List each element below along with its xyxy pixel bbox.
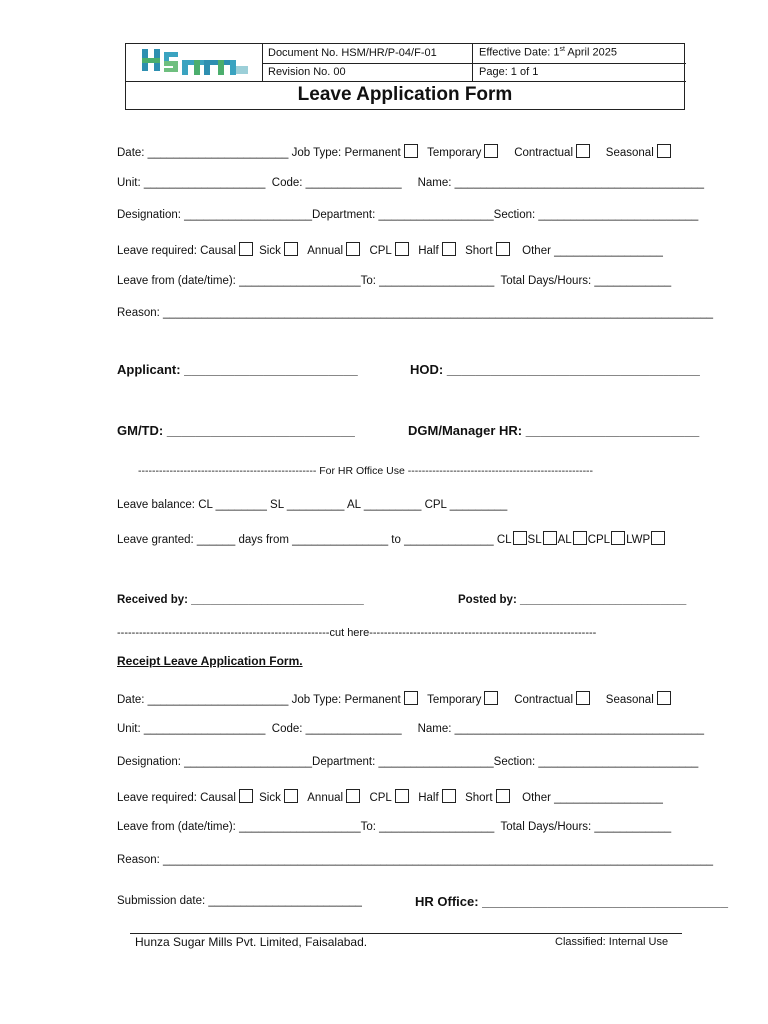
short-label: Short [465,245,493,257]
half-label: Half [418,245,439,257]
receipt-other-field[interactable]: Other _________________ [522,792,663,804]
granted-lwp-checkbox[interactable] [651,531,665,545]
department-field[interactable]: Department: __________________ [312,209,494,221]
form-title: Leave Application Form [297,84,513,105]
receipt-sick-checkbox[interactable] [284,789,298,803]
hod-signature[interactable]: HOD: ___________________________________ [410,362,700,377]
causal-checkbox[interactable] [239,242,253,256]
revision-number: Revision No. 00 [268,66,346,78]
receipt-designation-field[interactable]: Designation: ____________________ [117,756,313,768]
receipt-causal-checkbox[interactable] [239,789,253,803]
leave-granted-field[interactable]: Leave granted: ______ days from _______________ to ______________ CL [117,534,512,546]
temporary-label: Temporary [427,147,482,159]
permanent-checkbox[interactable] [404,144,418,158]
receipt-contractual-checkbox[interactable] [576,691,590,705]
page-number: Page: 1 of 1 [479,66,539,78]
cpl-label: CPL [369,245,392,257]
receipt-temporary-checkbox[interactable] [484,691,498,705]
receipt-job-type-label: Job Type: Permanent [291,694,401,706]
receipt-annual-checkbox[interactable] [346,789,360,803]
receipt-cpl-checkbox[interactable] [395,789,409,803]
receipt-seasonal-checkbox[interactable] [657,691,671,705]
leave-required-row [117,242,663,257]
receipt-sick-label: Sick [259,792,281,804]
document-header [125,43,685,110]
receipt-designation-row [117,756,698,768]
granted-sl-label: SL [527,534,542,546]
gm-td-signature[interactable]: GM/TD: __________________________ [117,423,355,438]
leave-from-row [117,275,671,287]
receipt-unit-row [117,723,704,735]
footer-classification: Classified: Internal Use [555,936,669,948]
granted-cl-checkbox[interactable] [513,531,527,545]
short-checkbox[interactable] [496,242,510,256]
code-field[interactable]: Code: _______________ [271,177,402,189]
footer-company: Hunza Sugar Mills Pvt. Limited, Faisalabad. [135,935,368,949]
receipt-section-field[interactable]: Section: _________________________ [493,756,699,768]
receipt-job-row [117,691,674,706]
document-number: Document No. HSM/HR/P-04/F-01 [268,47,437,59]
receipt-temporary-label: Temporary [427,694,482,706]
footer-divider [130,933,682,934]
receipt-leave-from-row [117,821,671,833]
receipt-half-label: Half [418,792,439,804]
receipt-leave-required-row [117,789,663,804]
receipt-seasonal-label: Seasonal [605,694,654,706]
leave-from-field[interactable]: Leave from (date/time): ___________________ [117,275,361,287]
receipt-short-checkbox[interactable] [496,789,510,803]
hr-office-divider: --------------------------------------------------- For HR Office Use ----------------------------------------------------- [138,465,594,477]
receipt-code-field[interactable]: Code: _______________ [271,723,402,735]
date-field[interactable]: Date: ______________________ [117,147,289,159]
received-by-field[interactable]: Received by: ___________________________ [117,594,364,606]
half-checkbox[interactable] [442,242,456,256]
designation-field[interactable]: Designation: ____________________ [117,209,313,221]
granted-cpl-label: CPL [587,534,611,546]
receipt-cpl-label: CPL [369,792,392,804]
reason-field[interactable]: Reason: ______________________________________________________________________________________ [117,307,714,319]
unit-row [117,177,704,189]
hr-office-signature[interactable]: HR Office: __________________________________ [415,894,728,909]
cut-here-line: ----------------------------------------------------------cut here-------------------------------------------------------------- [117,627,597,639]
sick-label: Sick [259,245,281,257]
contractual-label: Contractual [514,147,574,159]
receipt-total-days-field[interactable]: Total Days/Hours: ____________ [500,821,672,833]
receipt-department-field[interactable]: Department: __________________ [312,756,494,768]
receipt-half-checkbox[interactable] [442,789,456,803]
contractual-checkbox[interactable] [576,144,590,158]
company-logo [138,46,262,80]
receipt-title: Receipt Leave Application Form. [117,654,303,668]
effective-date: Effective Date: 1st April 2025 [479,46,617,59]
posted-by-field[interactable]: Posted by: __________________________ [458,594,687,606]
leave-granted-row [117,531,666,546]
leave-required-label: Leave required: Causal [117,245,236,257]
receipt-leave-to-field[interactable]: To: __________________ [360,821,495,833]
seasonal-checkbox[interactable] [657,144,671,158]
granted-al-checkbox[interactable] [573,531,587,545]
job-type-label: Job Type: Permanent [291,147,401,159]
receipt-date-field[interactable]: Date: ______________________ [117,694,289,706]
granted-cpl-checkbox[interactable] [611,531,625,545]
seasonal-label: Seasonal [605,147,654,159]
receipt-name-field[interactable]: Name: _______________________________________ [417,723,705,735]
receipt-leave-required-label: Leave required: Causal [117,792,236,804]
receipt-unit-field[interactable]: Unit: ___________________ [117,723,266,735]
receipt-permanent-checkbox[interactable] [404,691,418,705]
receipt-leave-from-field[interactable]: Leave from (date/time): ___________________ [117,821,361,833]
receipt-annual-label: Annual [307,792,344,804]
temporary-checkbox[interactable] [484,144,498,158]
granted-lwp-label: LWP [626,534,651,546]
annual-checkbox[interactable] [346,242,360,256]
sick-checkbox[interactable] [284,242,298,256]
cpl-checkbox[interactable] [395,242,409,256]
dgm-hr-signature[interactable]: DGM/Manager HR: ________________________ [408,423,700,438]
name-field[interactable]: Name: _______________________________________ [417,177,705,189]
leave-balance-row[interactable]: Leave balance: CL ________ SL _________ AL _________ CPL _________ [117,499,508,511]
applicant-signature[interactable]: Applicant: ________________________ [117,362,358,377]
section-field[interactable]: Section: _________________________ [493,209,699,221]
designation-row [117,209,698,221]
leave-to-field[interactable]: To: __________________ [360,275,495,287]
receipt-short-label: Short [465,792,493,804]
submission-date-field[interactable]: Submission date: ________________________ [117,895,362,907]
granted-sl-checkbox[interactable] [543,531,557,545]
granted-al-label: AL [557,534,572,546]
other-field[interactable]: Other _________________ [522,245,663,257]
annual-label: Annual [307,245,344,257]
unit-field[interactable]: Unit: ___________________ [117,177,266,189]
receipt-contractual-label: Contractual [514,694,574,706]
total-days-field[interactable]: Total Days/Hours: ____________ [500,275,672,287]
job-row [117,144,674,159]
receipt-reason-field[interactable]: Reason: ______________________________________________________________________________________ [117,854,714,866]
